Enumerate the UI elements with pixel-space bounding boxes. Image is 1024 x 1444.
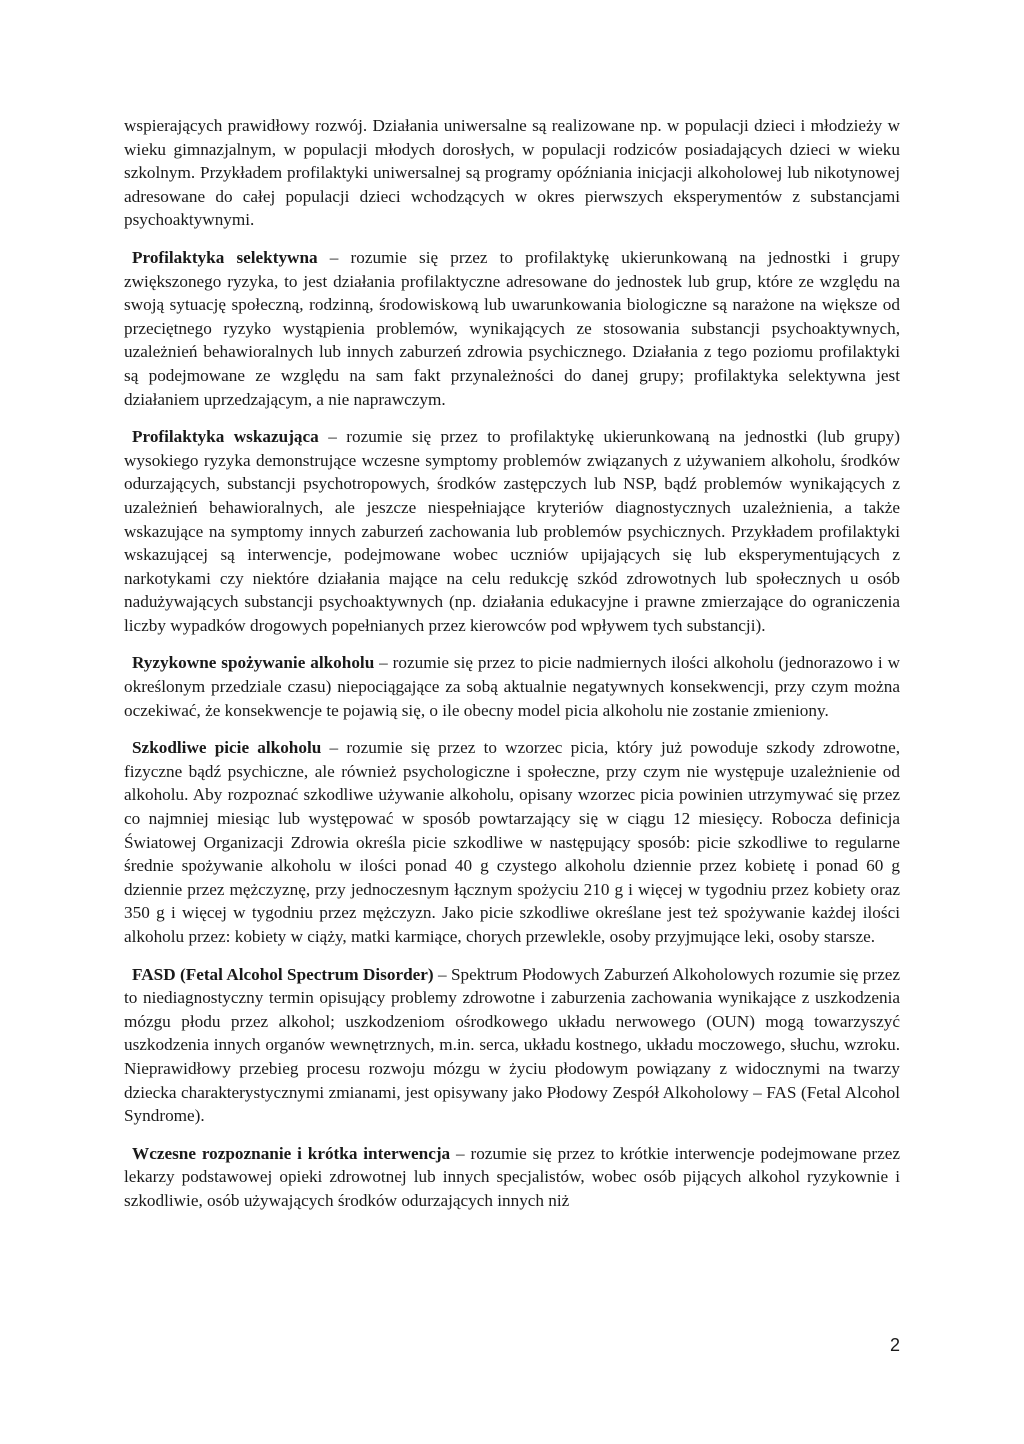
- definition-term: Profilaktyka wskazująca: [132, 427, 319, 447]
- definition-term: Profilaktyka selektywna: [132, 247, 318, 267]
- definition-paragraph-wczesne-rozpoznanie: [124, 1142, 900, 1213]
- definition-term: Ryzykowne spożywanie alkoholu: [132, 653, 375, 673]
- definition-text: – rozumie się przez to picie nadmiernych ilości alkoholu (jednorazowo i w określonym przedziale czasu) niepociągające za sobą aktualnie negatywnych konsekwencji, przy czym można oczekiwać, że konsekwencje te pojawią się, o ile obecny model picia alkoholu nie zostanie zmieniony.: [124, 653, 900, 720]
- definition-paragraph-fasd: [124, 963, 900, 1128]
- definition-text: – rozumie się przez to profilaktykę ukierunkowaną na jednostki i grupy zwiększonego ryzyka, to jest działania profilaktyczne adresowane do jednostek lub grup, które ze względu na swoją sytuację społeczną, rodzinną, środowiskową lub uwarunkowania biologiczne są narażone na większe od przeciętnego ryzyko wystąpienia problemów, wynikających ze stosowania substancji psychoaktywnych, uzależnień behawioralnych lub innych zaburzeń zdrowia psychicznego. Działania z tego poziomu profilaktyki są podejmowane ze względu na sam fakt przynależności do danej grupy; profilaktyka selektywna jest działaniem uprzedzającym, a nie naprawczym.: [124, 247, 900, 409]
- definition-text: – Spektrum Płodowych Zaburzeń Alkoholowych rozumie się przez to niediagnostyczny termin opisujący problemy zdrowotne i zaburzenia zachowania wynikające z uszkodzenia mózgu płodu przez alkohol; uszkodzeniom ośrodkowego układu nerwowego (OUN) mogą towarzyszyć uszkodzenia innych organów wewnętrznych, m.in. serca, układu kostnego, układu moczowego, słuchu, wzroku. Nieprawidłowy przebieg procesu rozwoju mózgu w życiu płodowym powiązany z widocznymi na twarzy dziecka charakterystycznymi zmianami, jest opisywany jako Płodowy Zespół Alkoholowy – FAS (Fetal Alcohol Syndrome).: [124, 964, 900, 1126]
- definition-paragraph-profilaktyka-selektywna: [124, 246, 900, 411]
- definition-term: FASD (Fetal Alcohol Spectrum Disorder): [132, 964, 434, 984]
- definition-paragraph-ryzykowne-spozywanie: [124, 651, 900, 722]
- document-page: [124, 114, 900, 1227]
- definition-text: – rozumie się przez to wzorzec picia, który już powoduje szkody zdrowotne, fizyczne bądź psychiczne, ale również psychologiczne i społeczne, przy czym nie występuje uzależnienie od alkoholu. Aby rozpoznać szkodliwe używanie alkoholu, opisany wzorzec picia powinien utrzymywać się przez co najmniej miesiąc lub występować w sposób powtarzający się w ciągu 12 miesięcy. Robocza definicja Światowej Organizacji Zdrowia określa picie szkodliwe w następujący sposób: picie szkodliwe to regularne średnie spożywanie alkoholu w ilości ponad 40 g czystego alkoholu dziennie przez kobietę i ponad 60 g dziennie przez mężczyznę, przy jednoczesnym łącznym spożyciu 210 g i więcej w tygodniu przez kobiety oraz 350 g i więcej w tygodniu przez mężczyzn. Jako picie szkodliwe określane jest też spożywanie każdej ilości alkoholu przez: kobiety w ciąży, matki karmiące, chorych przewlekle, osoby przyjmujące leki, osoby starsze.: [124, 738, 900, 946]
- definition-paragraph-szkodliwe-picie: [124, 736, 900, 948]
- intro-paragraph: wspierających prawidłowy rozwój. Działania uniwersalne są realizowane np. w populacji dzieci i młodzieży w wieku gimnazjalnym, w populacji młodych dorosłych, w populacji rodziców posiadających dzieci w wieku szkolnym. Przykładem profilaktyki uniwersalnej są programy opóźniania inicjacji alkoholowej lub nikotynowej adresowane do całej populacji dzieci wchodzących w okres pierwszych eksperymentów z substancjami psychoaktywnymi.: [124, 116, 900, 230]
- definition-term: Szkodliwe picie alkoholu: [132, 738, 322, 758]
- definition-text: – rozumie się przez to krótkie interwencje podejmowane przez lekarzy podstawowej opieki zdrowotnej lub innych specjalistów, wobec osób pijących alkohol ryzykownie i szkodliwie, osób używających środków odurzających innych niż: [124, 1143, 900, 1210]
- definition-paragraph-profilaktyka-wskazujaca: [124, 425, 900, 637]
- definition-text: – rozumie się przez to profilaktykę ukierunkowaną na jednostki (lub grupy) wysokiego ryzyka demonstrujące wczesne symptomy problemów związanych z używaniem alkoholu, środków odurzających, substancji psychotropowych, środków zastępczych lub NSP, bądź problemów wynikających z uzależnień behawioralnych, ale jeszcze niespełniające kryteriów diagnostycznych uzależnienia, a także wskazujące na symptomy innych zaburzeń zachowania lub problemów psychicznych. Przykładem profilaktyki wskazującej są interwencje, podejmowane wobec uczniów upijających się lub eksperymentujących z narkotykami czy niektóre działania mające na celu redukcję szkód zdrowotnych lub społecznych u osób nadużywających substancji psychoaktywnych (np. działania edukacyjne i prawne zmierzające do ograniczenia liczby wypadków drogowych popełnianych przez kierowców pod wpływem tych substancji).: [124, 427, 900, 635]
- page-number: 2: [889, 1335, 900, 1355]
- definition-term: Wczesne rozpoznanie i krótka interwencja: [132, 1143, 451, 1163]
